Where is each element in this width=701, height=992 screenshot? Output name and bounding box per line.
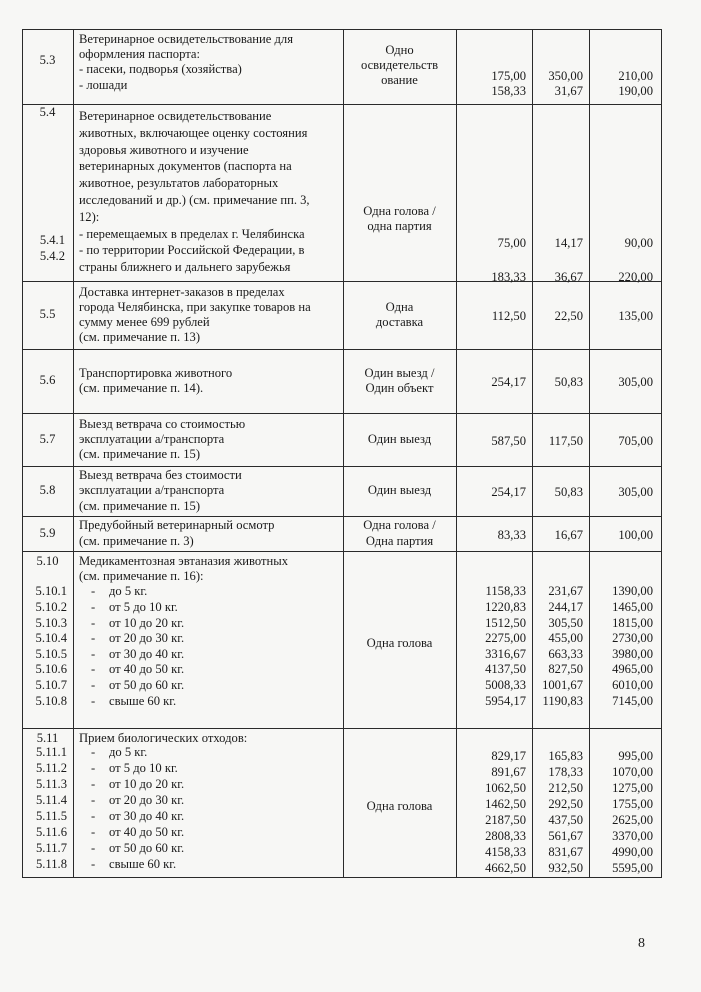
- sub-item-number: 5.11.6: [35, 825, 67, 840]
- total-cell: 705,00: [618, 433, 653, 448]
- row-number: 5.5: [39, 307, 56, 322]
- unit-cell: Один объект: [365, 381, 434, 395]
- row-description: Прием биологических отходов:: [79, 731, 248, 745]
- row-description: (см. примечание п. 3): [79, 533, 194, 548]
- vat-cell: 350,00: [548, 69, 583, 83]
- sub-item-label: от 20 до 30 кг.: [109, 631, 185, 646]
- row-description: Доставка интернет-заказов в пределах: [79, 284, 285, 299]
- price-cell: 254,17: [491, 485, 526, 500]
- total-cell: 995,00: [618, 749, 653, 764]
- list-dash: -: [91, 693, 96, 708]
- total-cell: 135,00: [618, 309, 653, 324]
- row-description: животное, результатов лабораторных: [79, 176, 279, 191]
- sub-item-label: от 20 до 30 кг.: [109, 793, 185, 808]
- unit-cell: ование: [381, 73, 418, 88]
- unit-cell: Одна партия: [365, 533, 434, 548]
- total-cell: 2625,00: [612, 813, 653, 828]
- row-number: 5.3: [39, 52, 56, 67]
- total-cell: 5595,00: [612, 861, 653, 876]
- sub-item-label: от 50 до 60 кг.: [109, 678, 185, 692]
- total-cell: 1815,00: [612, 615, 653, 630]
- price-cell: 5954,17: [485, 693, 526, 708]
- vat-cell: 31,67: [554, 84, 583, 99]
- price-cell: 587,50: [491, 433, 526, 448]
- row-description: оформления паспорта:: [79, 47, 200, 62]
- unit-cell: Одна: [385, 299, 414, 314]
- sub-item-number: 5.11.7: [35, 841, 67, 856]
- grid-vline: [343, 29, 344, 877]
- total-cell: 210,00: [618, 69, 653, 83]
- sub-item-label: от 40 до 50 кг.: [109, 825, 185, 840]
- sub-item-number: 5.11.2: [35, 761, 67, 776]
- price-cell: 829,17: [491, 749, 526, 764]
- sub-item-number: 5.10.4: [35, 631, 67, 646]
- list-dash: -: [91, 761, 96, 776]
- row-description: Транспортировка животного: [79, 365, 233, 380]
- row-description: 12):: [79, 209, 100, 224]
- price-cell: 3316,67: [485, 646, 526, 661]
- grid-hline: [22, 551, 662, 552]
- sub-item-label: до 5 кг.: [109, 584, 148, 599]
- vat-cell: 561,67: [548, 829, 583, 844]
- grid-hline: [22, 466, 662, 467]
- price-cell: 1220,83: [485, 600, 526, 614]
- row-description: Выезд ветврача без стоимости: [79, 468, 242, 483]
- list-dash: -: [91, 662, 96, 677]
- sub-item-number: 5.10.3: [35, 615, 67, 630]
- list-dash: -: [91, 841, 96, 856]
- sub-item-label: от 40 до 50 кг.: [109, 662, 185, 677]
- unit-cell: Одна голова: [366, 635, 433, 650]
- total-cell: 1070,00: [612, 765, 653, 780]
- price-cell: 5008,33: [485, 678, 526, 692]
- total-cell: 7145,00: [612, 693, 653, 708]
- row-description: Предубойный ветеринарный осмотр: [79, 518, 275, 533]
- total-cell: 305,00: [618, 485, 653, 500]
- vat-cell: 292,50: [548, 797, 583, 812]
- price-cell: 1158,33: [485, 584, 526, 599]
- vat-cell: 14,17: [554, 236, 583, 250]
- row-description: Медикаментозная эвтаназия животных: [79, 554, 289, 568]
- grid-hline: [22, 728, 662, 729]
- row-description: (см. примечание п. 16):: [79, 569, 204, 584]
- unit-cell: Одна голова: [366, 798, 433, 813]
- sub-item-label: от 30 до 40 кг.: [109, 809, 185, 824]
- unit-cell: Один выезд: [367, 431, 432, 446]
- sub-item-label: от 10 до 20 кг.: [109, 777, 185, 792]
- row-description: ветеринарных документов (паспорта на: [79, 159, 292, 174]
- total-cell: 3370,00: [612, 829, 653, 844]
- sub-item-label: до 5 кг.: [109, 745, 148, 760]
- price-cell: 1062,50: [485, 781, 526, 796]
- list-dash: -: [91, 615, 96, 630]
- vat-cell: 50,83: [554, 375, 583, 390]
- price-cell: 183,33: [491, 270, 526, 284]
- row-description: (см. примечание п. 14).: [79, 381, 204, 395]
- unit-cell: освидетельств: [360, 58, 439, 73]
- sub-item-number: 5.10.1: [35, 584, 67, 599]
- sub-item-label: от 30 до 40 кг.: [109, 646, 185, 661]
- total-cell: 220,00: [618, 270, 653, 284]
- vat-cell: 165,83: [548, 749, 583, 764]
- unit-cell: доставка: [375, 315, 424, 329]
- sub-item-number: 5.11.4: [35, 793, 67, 808]
- row-number: 5.4: [39, 105, 56, 119]
- sub-item-label: от 10 до 20 кг.: [109, 615, 185, 630]
- total-cell: 190,00: [618, 84, 653, 99]
- row-description: исследований и др.) (см. примечание пп. 3,: [79, 193, 310, 207]
- row-description: - перемещаемых в пределах г. Челябинска: [79, 226, 305, 241]
- total-cell: 90,00: [624, 236, 653, 250]
- grid-hline: [22, 516, 662, 517]
- sub-item-number: 5.10.5: [35, 646, 67, 661]
- grid-hline: [22, 413, 662, 414]
- row-number: 5.8: [39, 483, 56, 498]
- unit-cell: Один выезд: [367, 483, 432, 498]
- unit-cell: Одно: [385, 43, 414, 57]
- sub-item-label: от 5 до 10 кг.: [109, 761, 178, 776]
- row-description: животных, включающее оценку состояния: [79, 125, 308, 140]
- list-dash: -: [91, 584, 96, 599]
- list-dash: -: [91, 600, 96, 614]
- unit-cell: одна партия: [367, 219, 432, 234]
- vat-cell: 117,50: [548, 433, 583, 448]
- row-description: (см. примечание п. 15): [79, 498, 201, 513]
- total-cell: 4965,00: [612, 662, 653, 677]
- row-description: (см. примечание п. 15): [79, 447, 201, 462]
- row-number: 5.10: [36, 554, 59, 568]
- sub-item-label: от 50 до 60 кг.: [109, 841, 185, 856]
- list-dash: -: [91, 777, 96, 792]
- price-cell: 1512,50: [485, 615, 526, 630]
- vat-cell: 244,17: [548, 600, 583, 614]
- row-description: эксплуатации а/транспорта: [79, 431, 225, 446]
- total-cell: 3980,00: [612, 646, 653, 661]
- list-dash: -: [91, 809, 96, 824]
- price-cell: 175,00: [491, 69, 526, 83]
- page-number: 8: [638, 936, 645, 951]
- price-cell: 1462,50: [485, 797, 526, 812]
- vat-cell: 437,50: [548, 813, 583, 828]
- row-description: - пасеки, подворья (хозяйства): [79, 62, 242, 77]
- price-cell: 158,33: [491, 84, 526, 99]
- sub-item-number: 5.10.2: [35, 600, 67, 614]
- unit-cell: Один выезд /: [364, 365, 435, 380]
- total-cell: 100,00: [618, 527, 653, 542]
- vat-cell: 16,67: [554, 527, 583, 542]
- vat-cell: 305,50: [548, 615, 583, 630]
- price-cell: 2275,00: [485, 631, 526, 646]
- vat-cell: 22,50: [554, 309, 583, 324]
- row-description: эксплуатации а/транспорта: [79, 483, 225, 498]
- price-cell: 4662,50: [485, 861, 526, 876]
- sub-item-number: 5.10.7: [35, 678, 67, 692]
- total-cell: 1755,00: [612, 797, 653, 812]
- sub-item-label: от 5 до 10 кг.: [109, 600, 178, 614]
- price-cell: 75,00: [497, 236, 526, 250]
- vat-cell: 1190,83: [542, 693, 583, 708]
- sub-item-number: 5.11.5: [35, 809, 67, 824]
- total-cell: 305,00: [618, 375, 653, 390]
- price-cell: 891,67: [491, 765, 526, 780]
- sub-item-number: 5.11.3: [35, 777, 67, 792]
- sub-item-number: 5.4.1: [39, 233, 65, 247]
- price-cell: 254,17: [491, 375, 526, 390]
- unit-cell: Одна голова /: [363, 518, 436, 533]
- list-dash: -: [91, 825, 96, 840]
- sub-item-number: 5.4.2: [39, 249, 65, 263]
- row-description: Выезд ветврача со стоимостью: [79, 416, 246, 431]
- row-description: сумму менее 699 рублей: [79, 315, 210, 329]
- grid-hline: [22, 877, 662, 878]
- row-number: 5.11: [36, 731, 59, 745]
- sub-item-label: свыше 60 кг.: [109, 857, 177, 872]
- vat-cell: 1001,67: [542, 678, 583, 692]
- row-number: 5.7: [39, 431, 56, 446]
- price-cell: 4158,33: [485, 845, 526, 860]
- list-dash: -: [91, 857, 96, 872]
- list-dash: -: [91, 745, 96, 760]
- grid-vline: [661, 29, 662, 877]
- grid-vline: [73, 29, 74, 877]
- row-description: (см. примечание п. 13): [79, 330, 201, 345]
- list-dash: -: [91, 678, 96, 692]
- total-cell: 6010,00: [612, 678, 653, 692]
- row-description: - по территории Российской Федерации, в: [79, 243, 305, 258]
- vat-cell: 178,33: [548, 765, 583, 780]
- list-dash: -: [91, 631, 96, 646]
- price-cell: 4137,50: [485, 662, 526, 677]
- total-cell: 2730,00: [612, 631, 653, 646]
- row-description: - лошади: [79, 77, 128, 92]
- row-description: города Челябинска, при закупке товаров на: [79, 299, 311, 314]
- row-description: Ветеринарное освидетельствование: [79, 109, 272, 123]
- vat-cell: 50,83: [554, 485, 583, 500]
- price-cell: 2187,50: [485, 813, 526, 828]
- vat-cell: 663,33: [548, 646, 583, 661]
- grid-hline: [22, 29, 662, 30]
- row-description: здоровья животного и изучение: [79, 142, 249, 157]
- row-description: Ветеринарное освидетельствование для: [79, 32, 294, 46]
- vat-cell: 932,50: [548, 861, 583, 876]
- row-description: страны ближнего и дальнего зарубежья: [79, 260, 291, 275]
- vat-cell: 455,00: [548, 631, 583, 646]
- row-number: 5.9: [39, 525, 56, 540]
- price-cell: 83,33: [497, 527, 526, 542]
- grid-hline: [22, 349, 662, 350]
- vat-cell: 36,67: [554, 270, 583, 284]
- sub-item-label: свыше 60 кг.: [109, 693, 177, 708]
- total-cell: 1390,00: [612, 584, 653, 599]
- vat-cell: 831,67: [548, 845, 583, 860]
- sub-item-number: 5.11.1: [35, 745, 67, 760]
- grid-hline: [22, 104, 662, 105]
- price-cell: 2808,33: [485, 829, 526, 844]
- sub-item-number: 5.11.8: [35, 857, 67, 872]
- vat-cell: 212,50: [548, 781, 583, 796]
- sub-item-number: 5.10.6: [35, 662, 67, 677]
- total-cell: 1275,00: [612, 781, 653, 796]
- total-cell: 1465,00: [612, 600, 653, 614]
- list-dash: -: [91, 793, 96, 808]
- unit-cell: Одна голова /: [363, 204, 436, 218]
- total-cell: 4990,00: [612, 845, 653, 860]
- vat-cell: 231,67: [548, 584, 583, 599]
- sub-item-number: 5.10.8: [35, 693, 67, 708]
- vat-cell: 827,50: [548, 662, 583, 677]
- row-number: 5.6: [39, 373, 56, 388]
- price-cell: 112,50: [491, 309, 526, 324]
- list-dash: -: [91, 646, 96, 661]
